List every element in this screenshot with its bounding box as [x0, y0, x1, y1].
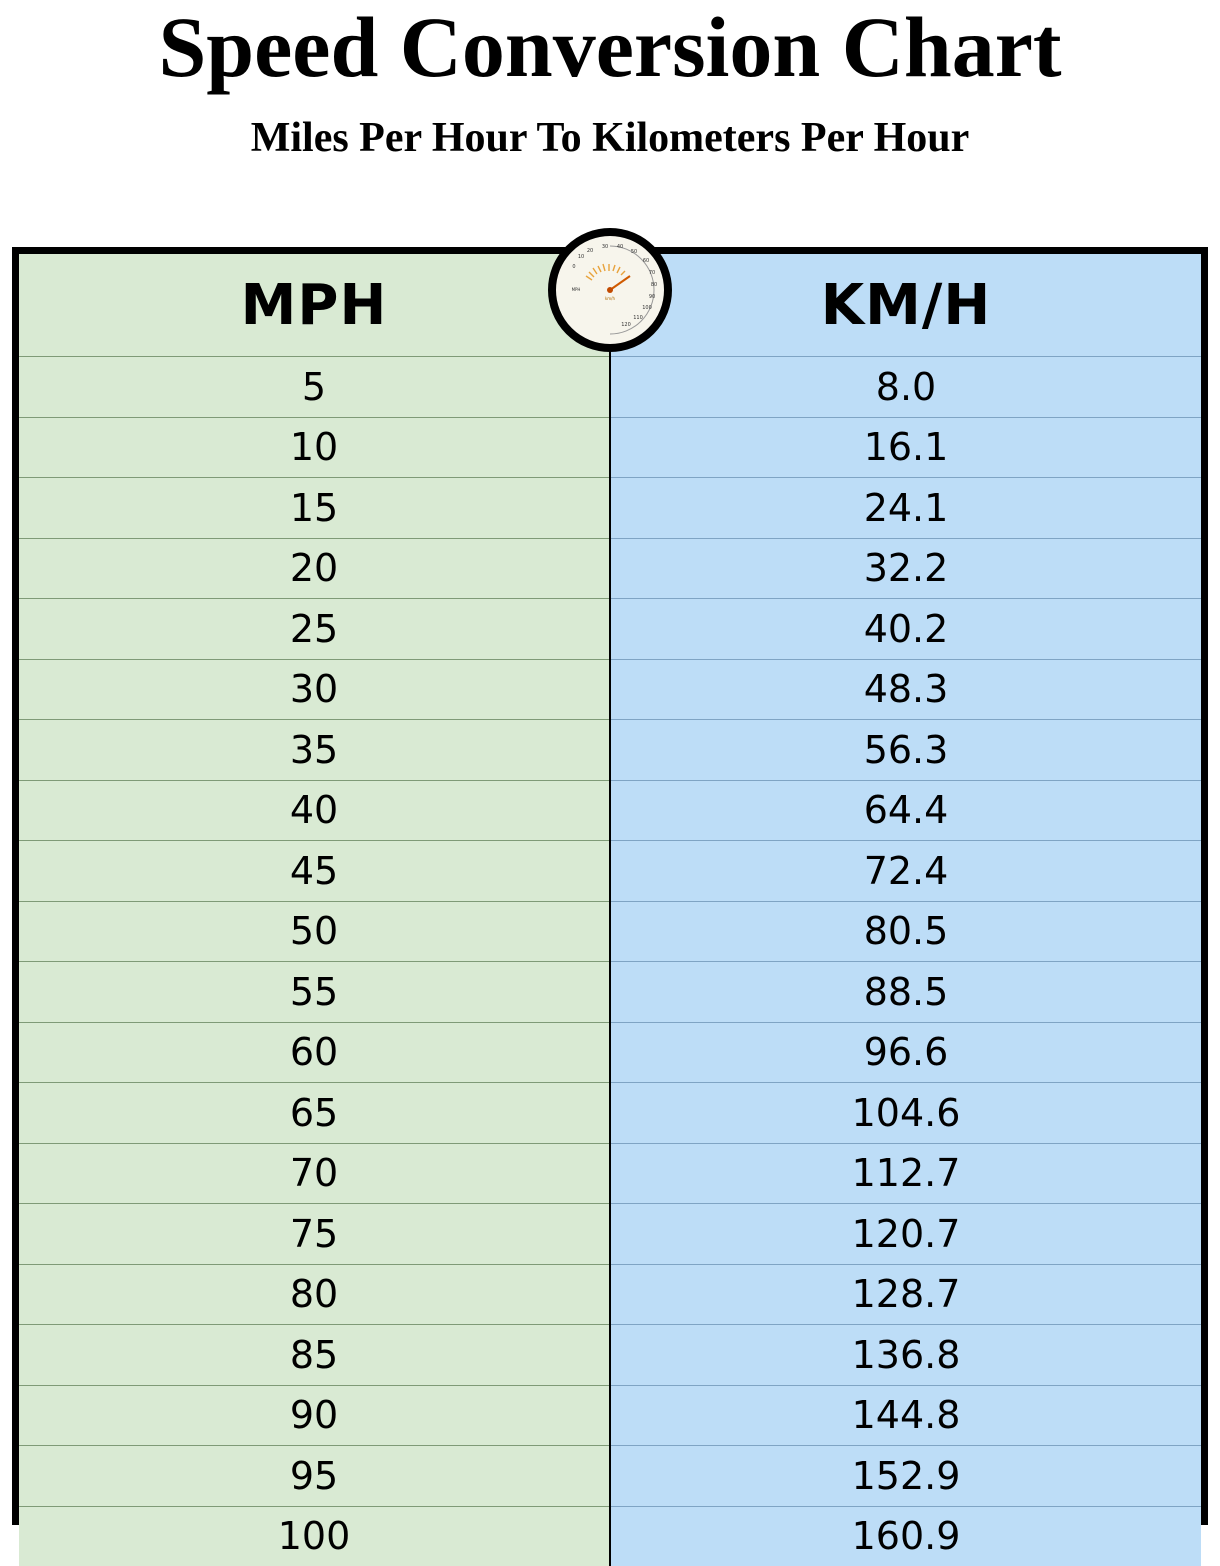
cell-kmh: 112.7 [610, 1143, 1201, 1204]
table-row [19, 478, 1201, 539]
table-row [19, 720, 1201, 781]
cell-mph: 70 [19, 1143, 610, 1204]
table-row [19, 599, 1201, 660]
table-row [19, 901, 1201, 962]
table-body [19, 357, 1201, 1566]
table-row [19, 417, 1201, 478]
cell-mph: 45 [19, 841, 610, 902]
cell-mph: 55 [19, 962, 610, 1023]
svg-text:30: 30 [602, 244, 608, 250]
table-row [19, 357, 1201, 418]
cell-kmh: 152.9 [610, 1446, 1201, 1507]
cell-mph: 35 [19, 720, 610, 781]
table-row [19, 841, 1201, 902]
cell-kmh: 96.6 [610, 1022, 1201, 1083]
cell-mph: 95 [19, 1446, 610, 1507]
table-row [19, 1446, 1201, 1507]
table-row [19, 962, 1201, 1023]
cell-kmh: 128.7 [610, 1264, 1201, 1325]
page-title: Speed Conversion Chart [0, 2, 1220, 92]
table-row [19, 780, 1201, 841]
table-row [19, 659, 1201, 720]
cell-kmh: 136.8 [610, 1325, 1201, 1386]
table-row [19, 1506, 1201, 1566]
table-row [19, 1385, 1201, 1446]
svg-text:100: 100 [642, 305, 652, 311]
svg-text:20: 20 [587, 248, 593, 254]
svg-text:50: 50 [631, 249, 637, 255]
cell-kmh: 72.4 [610, 841, 1201, 902]
conversion-table-container [12, 247, 1208, 1525]
cell-mph: 90 [19, 1385, 610, 1446]
cell-kmh: 104.6 [610, 1083, 1201, 1144]
conversion-table [19, 254, 1201, 1566]
svg-text:0: 0 [572, 264, 575, 270]
cell-mph: 85 [19, 1325, 610, 1386]
cell-kmh: 24.1 [610, 478, 1201, 539]
cell-mph: 100 [19, 1506, 610, 1566]
svg-text:90: 90 [649, 294, 655, 300]
svg-text:110: 110 [633, 315, 643, 321]
cell-kmh: 160.9 [610, 1506, 1201, 1566]
cell-kmh: 80.5 [610, 901, 1201, 962]
table-row [19, 1325, 1201, 1386]
speed-conversion-chart-page [0, 2, 1220, 1538]
cell-mph: 50 [19, 901, 610, 962]
cell-kmh: 120.7 [610, 1204, 1201, 1265]
table-row [19, 1143, 1201, 1204]
cell-mph: 5 [19, 357, 610, 418]
cell-kmh: 88.5 [610, 962, 1201, 1023]
column-header-kmh: KM/H [610, 254, 1201, 357]
cell-mph: 30 [19, 659, 610, 720]
cell-mph: 40 [19, 780, 610, 841]
table-row [19, 1264, 1201, 1325]
svg-text:40: 40 [617, 244, 623, 250]
svg-text:10: 10 [578, 254, 584, 260]
cell-mph: 80 [19, 1264, 610, 1325]
table-row [19, 538, 1201, 599]
cell-kmh: 40.2 [610, 599, 1201, 660]
cell-kmh: 16.1 [610, 417, 1201, 478]
cell-kmh: 32.2 [610, 538, 1201, 599]
svg-text:70: 70 [649, 270, 655, 276]
cell-mph: 10 [19, 417, 610, 478]
cell-kmh: 56.3 [610, 720, 1201, 781]
table-row [19, 1204, 1201, 1265]
cell-kmh: 8.0 [610, 357, 1201, 418]
cell-kmh: 64.4 [610, 780, 1201, 841]
table-row [19, 1083, 1201, 1144]
page-subtitle: Miles Per Hour To Kilometers Per Hour [0, 114, 1220, 162]
svg-text:km/h: km/h [605, 296, 616, 301]
cell-mph: 75 [19, 1204, 610, 1265]
speedometer-gauge-icon [548, 228, 672, 352]
cell-mph: 15 [19, 478, 610, 539]
cell-mph: 20 [19, 538, 610, 599]
cell-mph: 60 [19, 1022, 610, 1083]
cell-mph: 25 [19, 599, 610, 660]
svg-text:60: 60 [643, 258, 649, 264]
cell-kmh: 48.3 [610, 659, 1201, 720]
cell-kmh: 144.8 [610, 1385, 1201, 1446]
table-row [19, 1022, 1201, 1083]
cell-mph: 65 [19, 1083, 610, 1144]
column-header-mph: MPH [19, 254, 610, 357]
svg-text:MPH: MPH [572, 287, 581, 292]
svg-text:120: 120 [621, 322, 631, 328]
svg-text:80: 80 [651, 282, 657, 288]
